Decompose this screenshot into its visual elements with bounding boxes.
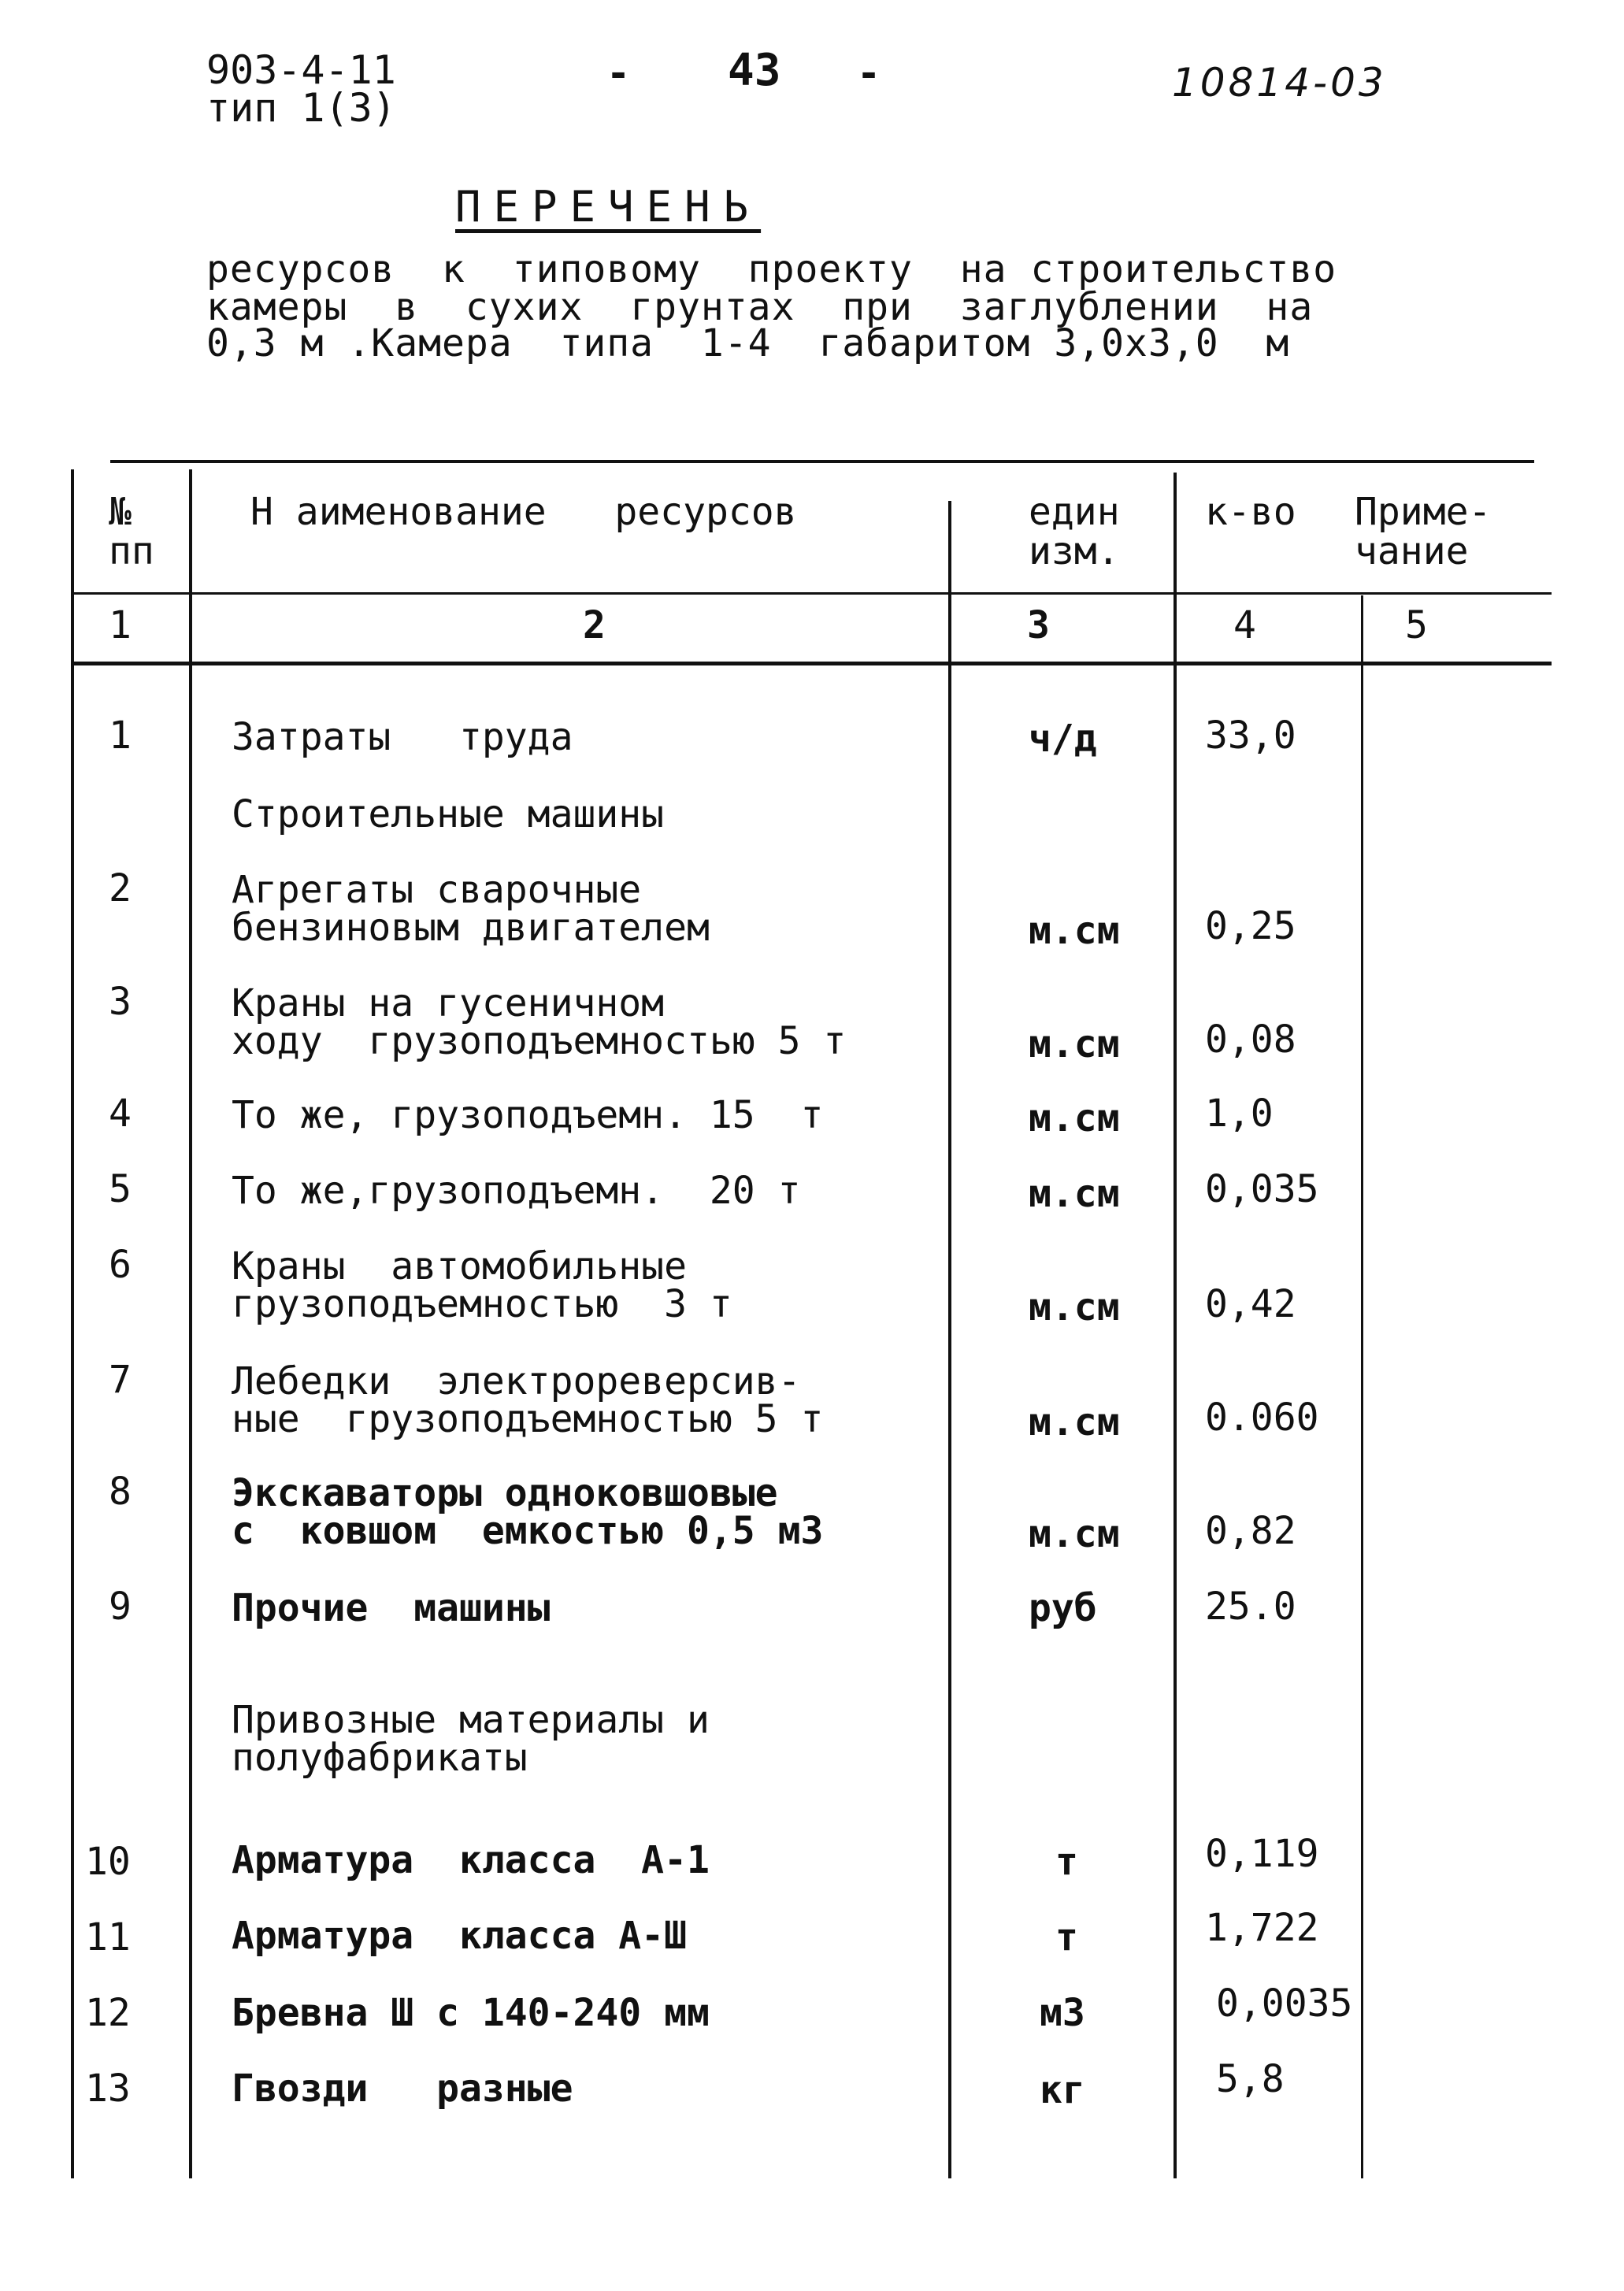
header-unit-line-2: изм. (1029, 529, 1120, 573)
row-7-name-line-1: Лебедки электрореверсив- (232, 1359, 801, 1403)
row-3-unit: м.см (1029, 1022, 1120, 1066)
row-7-name-line-2: ные грузоподъемностью 5 т (232, 1397, 824, 1441)
row-2-name-line-1: Агрегаты сварочные (232, 868, 642, 912)
column-divider-1 (189, 469, 192, 2178)
row-8-name-line-2: с ковшом емкостью 0,5 м3 (232, 1509, 824, 1553)
column-number-5: 5 (1405, 603, 1428, 647)
row-8-unit: м.см (1029, 1512, 1120, 1556)
row-2-unit: м.см (1029, 909, 1120, 953)
row-13-unit: кг (1040, 2068, 1085, 2112)
row-5-quantity: 0,035 (1205, 1167, 1319, 1211)
column-number-3: 3 (1027, 603, 1050, 647)
handwritten-code: 10814-03 (1172, 60, 1387, 106)
row-1-name: Затраты труда (232, 715, 573, 759)
row-1-number: 1 (109, 714, 132, 758)
subtitle-line-3: 0,3 м .Камера типа 1-4 габаритом 3,0х3,0 м (206, 321, 1290, 365)
row-11-number: 11 (85, 1915, 131, 1959)
header-unit-line-1: един (1029, 490, 1120, 534)
page-number: 43 (728, 45, 781, 96)
row-7-quantity: 0.060 (1205, 1396, 1319, 1440)
row-7-number: 7 (109, 1358, 132, 1402)
header-number-abbr: пп (109, 529, 154, 573)
row-5-unit: м.см (1029, 1172, 1120, 1216)
page-title: ПЕРЕЧЕНЬ (455, 182, 762, 232)
row-2-name-line-2: бензиновым двигателем (232, 906, 710, 950)
row-13-name: Гвозди разные (232, 2067, 573, 2111)
row-4-number: 4 (109, 1092, 132, 1136)
row-8-number: 8 (109, 1470, 132, 1514)
row-12-name: Бревна Ш с 140-240 мм (232, 1991, 710, 2035)
row-12-number: 12 (85, 1991, 131, 2035)
table-left-border (71, 469, 74, 2178)
column-divider-4 (1361, 595, 1363, 2178)
header-resource-name: Н аименование ресурсов (250, 490, 797, 534)
row-9-quantity: 25.0 (1205, 1585, 1296, 1629)
column-number-2: 2 (583, 603, 606, 647)
row-6-unit: м.см (1029, 1285, 1120, 1329)
row-12-unit: м3 (1040, 1991, 1085, 2035)
section-delivered-materials-line-1: Привозные материалы и (232, 1698, 710, 1742)
header-number-symbol: № (109, 490, 132, 534)
row-9-number: 9 (109, 1585, 132, 1629)
column-number-1: 1 (109, 603, 132, 647)
row-4-unit: м.см (1029, 1096, 1120, 1140)
row-4-quantity: 1,0 (1205, 1092, 1274, 1136)
row-7-unit: м.см (1029, 1400, 1120, 1444)
row-3-name-line-2: ходу грузоподъемностью 5 т (232, 1019, 847, 1063)
page-dash-right: - (857, 50, 881, 96)
page-dash-left: - (606, 50, 631, 96)
row-9-unit: руб (1029, 1586, 1097, 1630)
row-6-name-line-1: Краны автомобильные (232, 1244, 687, 1288)
row-10-name: Арматура класса А-1 (232, 1838, 710, 1882)
table-top-rule (110, 460, 1534, 463)
row-2-quantity: 0,25 (1205, 904, 1296, 948)
row-3-quantity: 0,08 (1205, 1018, 1296, 1062)
row-9-name: Прочие машины (232, 1586, 551, 1630)
row-1-quantity: 33,0 (1205, 714, 1296, 758)
row-13-quantity: 5,8 (1216, 2057, 1285, 2101)
subtitle-line-1: ресурсов к типовому проекту на строительство (206, 247, 1337, 291)
row-6-number: 6 (109, 1243, 132, 1287)
document-type: тип 1(3) (206, 85, 396, 131)
row-5-name: То же,грузоподъемн. 20 т (232, 1169, 801, 1213)
row-2-number: 2 (109, 866, 132, 910)
row-3-number: 3 (109, 980, 132, 1024)
row-8-name-line-1: Экскаваторы одноковшовые (232, 1471, 778, 1515)
column-divider-3 (1174, 473, 1177, 2178)
row-4-name: То же, грузоподъемн. 15 т (232, 1093, 824, 1137)
row-10-number: 10 (85, 1840, 131, 1884)
row-11-unit: т (1055, 1915, 1078, 1959)
section-delivered-materials-line-2: полуфабрикаты (232, 1736, 528, 1780)
row-10-quantity: 0,119 (1205, 1832, 1319, 1876)
column-divider-2 (948, 501, 951, 2178)
subtitle-line-2: камеры в сухих грунтах при заглублении на (206, 285, 1314, 329)
row-6-quantity: 0,42 (1205, 1282, 1296, 1326)
column-number-4: 4 (1233, 603, 1256, 647)
row-1-unit: ч/д (1029, 717, 1097, 761)
row-5-number: 5 (109, 1167, 132, 1211)
row-8-quantity: 0,82 (1205, 1509, 1296, 1553)
header-divider (71, 592, 1552, 595)
row-6-name-line-2: грузоподъемностью 3 т (232, 1282, 732, 1326)
row-12-quantity: 0,0035 (1216, 1981, 1353, 2026)
row-11-quantity: 1,722 (1205, 1906, 1319, 1950)
row-10-unit: т (1055, 1840, 1078, 1884)
row-11-name: Арматура класса А-Ш (232, 1914, 687, 1958)
header-quantity: к-во (1205, 490, 1296, 534)
column-number-divider (71, 662, 1552, 665)
document-code: 903-4-11 (206, 47, 396, 93)
header-note-line-2: чание (1355, 529, 1469, 573)
row-13-number: 13 (85, 2067, 131, 2111)
header-note-line-1: Приме- (1355, 490, 1492, 534)
row-3-name-line-1: Краны на гусеничном (232, 981, 665, 1025)
section-construction-machines: Строительные машины (232, 792, 665, 836)
